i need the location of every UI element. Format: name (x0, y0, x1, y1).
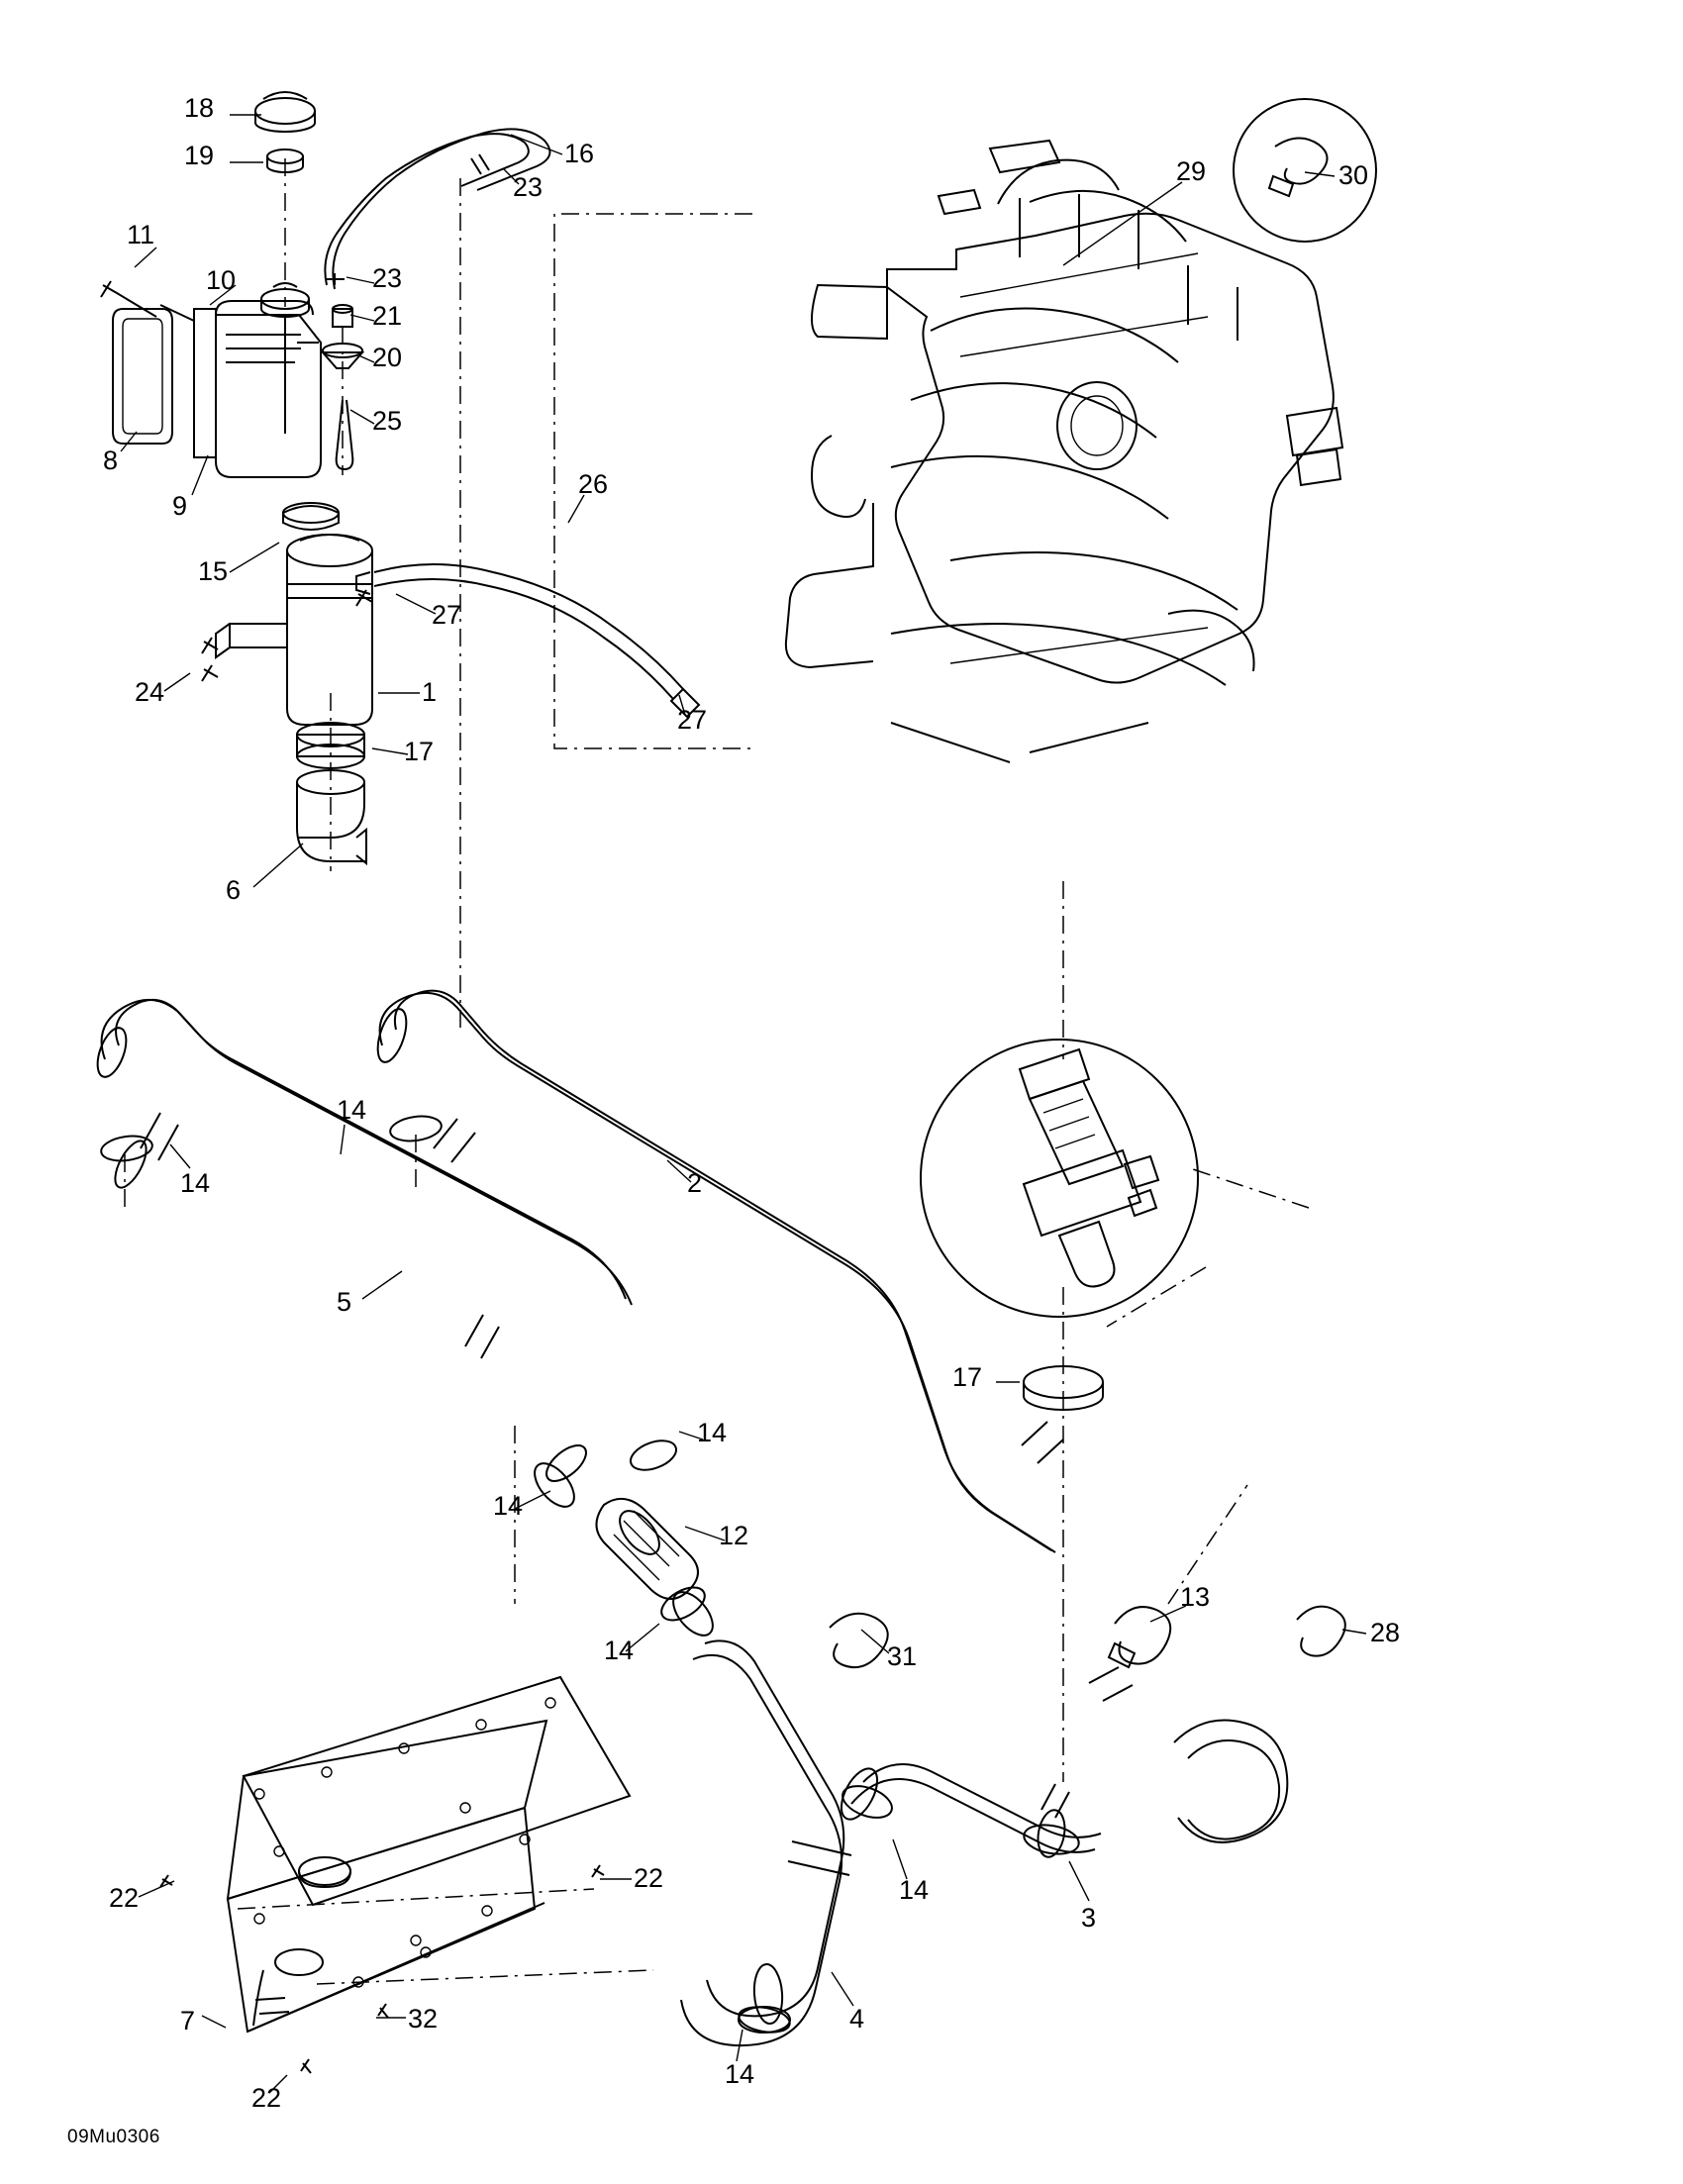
callout-14-g: 14 (725, 2059, 755, 2089)
callout-10: 10 (206, 265, 237, 295)
callout-14-a: 14 (337, 1095, 367, 1125)
callout-29: 29 (1176, 156, 1207, 186)
callout-3: 3 (1081, 1903, 1097, 1933)
callout-24: 24 (135, 677, 165, 707)
callout-16: 16 (564, 139, 595, 168)
callout-19: 19 (184, 141, 215, 170)
callout-32: 32 (408, 2004, 439, 2034)
callout-23-lower: 23 (372, 263, 403, 293)
callout-30: 30 (1338, 160, 1369, 190)
engine-assembly-group (786, 141, 1342, 762)
callout-5: 5 (337, 1287, 352, 1317)
callout-18: 18 (184, 93, 215, 123)
callout-26: 26 (578, 469, 609, 499)
callout-14-e: 14 (604, 1636, 635, 1665)
callout-14-b: 14 (180, 1168, 211, 1198)
callout-8: 8 (103, 446, 119, 475)
callout-22-b: 22 (634, 1863, 664, 1893)
callout-1: 1 (422, 677, 438, 707)
return-coolant-hose-group (681, 1640, 851, 2045)
callout-21: 21 (372, 301, 403, 331)
callout-14-f: 14 (899, 1875, 930, 1905)
heat-exchanger-group (160, 1677, 630, 2073)
callout-13: 13 (1180, 1582, 1211, 1612)
callout-6: 6 (226, 875, 242, 905)
callout-12: 12 (719, 1521, 749, 1550)
overflow-bottle-group (101, 273, 362, 477)
callout-22-c: 22 (251, 2083, 282, 2113)
callout-14-d: 14 (493, 1491, 524, 1521)
callout-27-lower: 27 (677, 705, 708, 735)
part-code-label: 09Mu0306 (67, 2127, 160, 2147)
upper-coolant-hose-group (372, 991, 1287, 1842)
callout-23-upper: 23 (513, 172, 544, 202)
leader-lines (121, 115, 1369, 2093)
callout-17-upper: 17 (404, 737, 435, 766)
callout-22-a: 22 (109, 1883, 140, 1913)
callout-28: 28 (1370, 1618, 1401, 1647)
water-pump-detail-circle (921, 1040, 1198, 1317)
callout-9: 9 (172, 491, 188, 521)
vent-hose-group (325, 129, 549, 289)
callout-31: 31 (887, 1641, 918, 1671)
callout-11: 11 (127, 220, 155, 249)
coolant-tank-group (202, 503, 699, 863)
callout-20: 20 (372, 343, 403, 372)
callout-15: 15 (198, 556, 229, 586)
callout-25: 25 (372, 406, 403, 436)
callout-17-lower: 17 (952, 1362, 983, 1392)
callout-4: 4 (849, 2004, 865, 2034)
left-coolant-hose-group (92, 1000, 632, 1358)
assembly-axis-lines (125, 158, 1309, 1984)
callout-7: 7 (180, 2006, 196, 2035)
loose-clamps-group (100, 1113, 1103, 2033)
callout-14-c: 14 (697, 1418, 728, 1447)
callout-27-upper: 27 (432, 600, 462, 630)
callout-2: 2 (687, 1168, 703, 1198)
